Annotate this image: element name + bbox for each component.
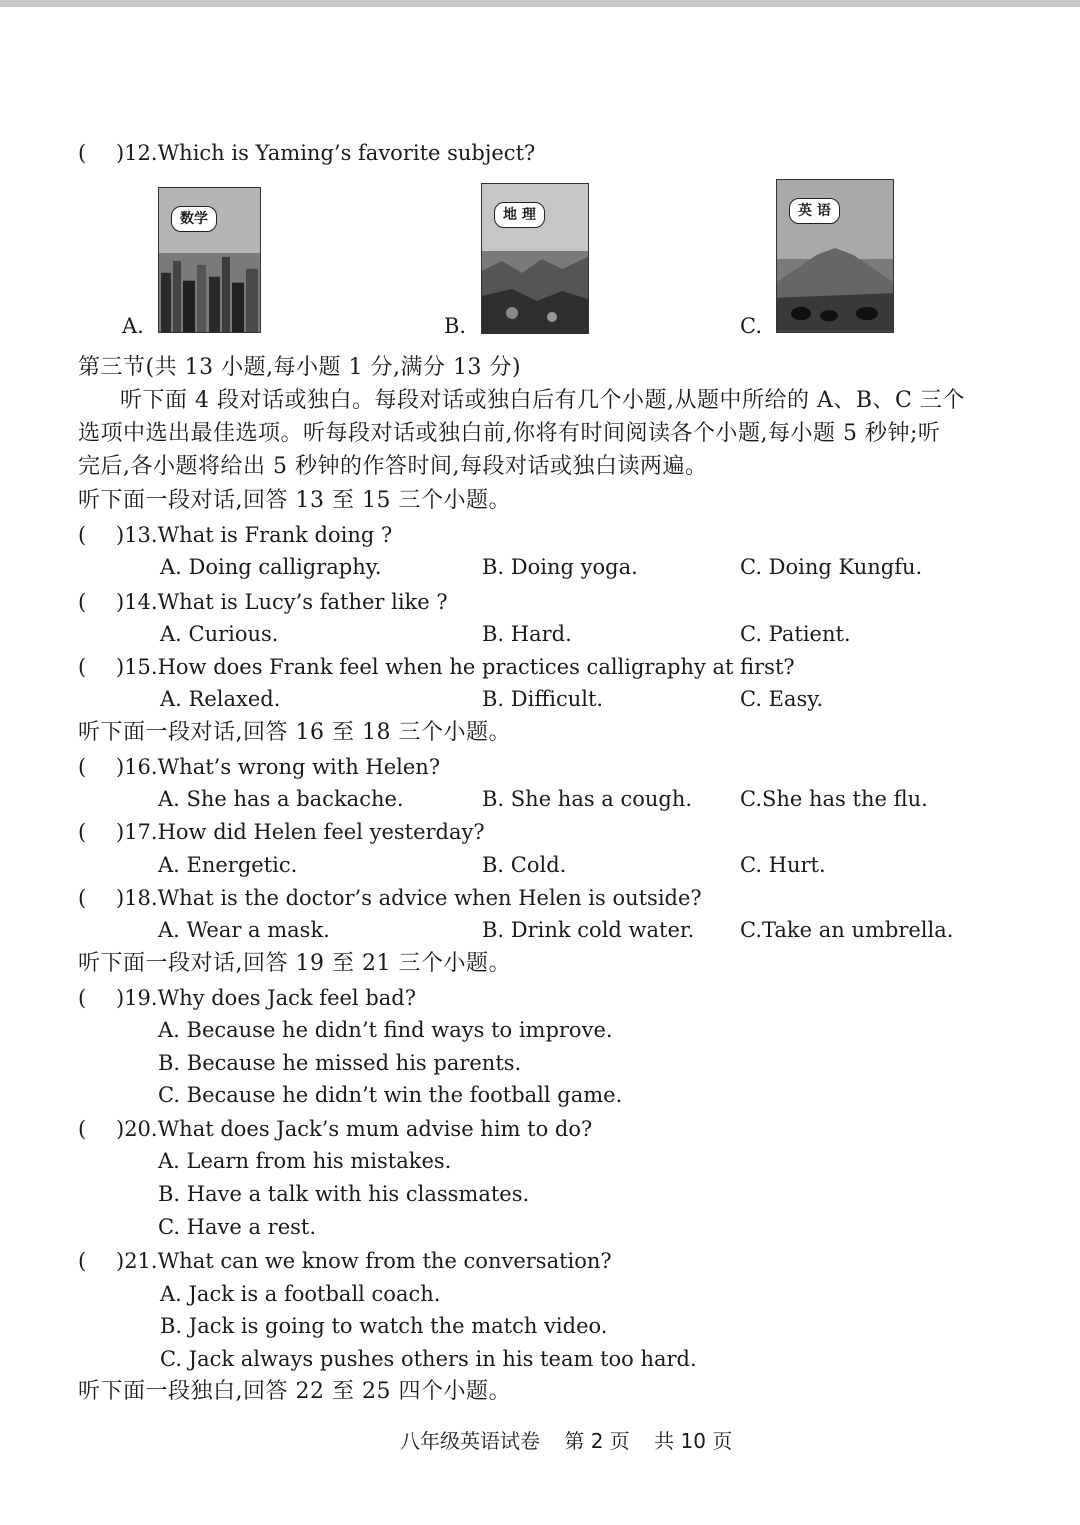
q19-option-a: A. Because he didn’t find ways to improve. [158,1018,613,1042]
option-c-letter: C. [740,314,762,338]
answer-paren: ( [78,1117,87,1141]
answer-paren: ( [78,1249,87,1273]
q14-option-c: C. Patient. [740,622,851,646]
q16-option-b: B. She has a cough. [482,787,693,811]
q21-option-c: C. Jack always pushes others in his team too hard. [160,1347,697,1371]
q20-option-c: C. Have a rest. [158,1215,317,1239]
q13-option-b: B. Doing yoga. [482,555,638,579]
question-21: )21.What can we know from the conversation? [116,1249,612,1273]
q13-option-c: C. Doing Kungfu. [740,555,923,579]
math-textbook-image [158,187,261,333]
q14-option-a: A. Curious. [160,622,279,646]
option-b-letter: B. [444,314,467,338]
answer-paren: ( [78,755,87,779]
book-title: 数学 [171,206,217,232]
english-textbook-image [776,179,894,333]
q15-option-c: C. Easy. [740,687,824,711]
q17-option-b: B. Cold. [482,853,567,877]
answer-paren: ( [78,886,87,910]
instructions-line-1: 听下面 4 段对话或独白。每段对话或独白后有几个小题,从题中所给的 A、B、C 三个 [120,388,965,413]
page-footer [400,1428,750,1454]
page-number: 第 2 页 [564,1429,630,1453]
question-15: )15.How does Frank feel when he practices calligraphy at first? [116,655,795,679]
q16-option-a: A. She has a backache. [158,787,404,811]
q18-option-b: B. Drink cold water. [482,918,695,942]
q21-option-b: B. Jack is going to watch the match video. [160,1314,608,1338]
q15-option-b: B. Difficult. [482,687,604,711]
geography-textbook-image [481,183,589,334]
group-1-instruction: 听下面一段对话,回答 13 至 15 三个小题。 [78,488,511,513]
group-2-instruction: 听下面一段对话,回答 16 至 18 三个小题。 [78,720,511,745]
option-a-letter: A. [122,314,144,338]
answer-paren: ( [78,986,87,1010]
q15-option-a: A. Relaxed. [160,687,281,711]
question-14: )14.What is Lucy’s father like ? [116,590,448,614]
q20-option-b: B. Have a talk with his classmates. [158,1182,530,1206]
section-header: 第三节(共 13 小题,每小题 1 分,满分 13 分) [78,355,522,380]
book-title: 地 理 [494,202,545,228]
total-pages: 共 10 页 [654,1429,733,1453]
q19-option-c: C. Because he didn’t win the football game. [158,1083,623,1107]
q18-option-a: A. Wear a mask. [158,918,330,942]
q13-option-a: A. Doing calligraphy. [160,555,382,579]
q14-option-b: B. Hard. [482,622,572,646]
answer-paren: ( [78,590,87,614]
q21-option-a: A. Jack is a football coach. [160,1282,441,1306]
question-18: )18.What is the doctor’s advice when Helen is outside? [116,886,702,910]
question-20: )20.What does Jack’s mum advise him to do? [116,1117,593,1141]
scan-top-edge [0,0,1080,7]
group-4-instruction: 听下面一段独白,回答 22 至 25 四个小题。 [78,1379,511,1404]
q20-option-a: A. Learn from his mistakes. [158,1149,452,1173]
q18-option-c: C.Take an umbrella. [740,918,954,942]
q19-option-b: B. Because he missed his parents. [158,1051,522,1075]
book-title: 英 语 [789,198,840,224]
group-3-instruction: 听下面一段对话,回答 19 至 21 三个小题。 [78,951,511,976]
answer-paren: ( [78,655,87,679]
answer-paren: ( [78,820,87,844]
answer-paren: ( [78,523,87,547]
question-16: )16.What’s wrong with Helen? [116,755,441,779]
question-12: )12.Which is Yaming’s favorite subject? [116,141,536,165]
q17-option-a: A. Energetic. [158,853,298,877]
exam-title: 八年级英语试卷 [400,1429,540,1453]
instructions-line-2: 选项中选出最佳选项。听每段对话或独白前,你将有时间阅读各个小题,每小题 5 秒钟;听 [78,421,941,446]
instructions-line-3: 完后,各小题将给出 5 秒钟的作答时间,每段对话或独白读两遍。 [78,454,708,479]
q17-option-c: C. Hurt. [740,853,826,877]
question-19: )19.Why does Jack feel bad? [116,986,416,1010]
question-13: )13.What is Frank doing ? [116,523,393,547]
q16-option-c: C.She has the flu. [740,787,928,811]
question-17: )17.How did Helen feel yesterday? [116,820,485,844]
answer-paren: ( [78,141,87,165]
